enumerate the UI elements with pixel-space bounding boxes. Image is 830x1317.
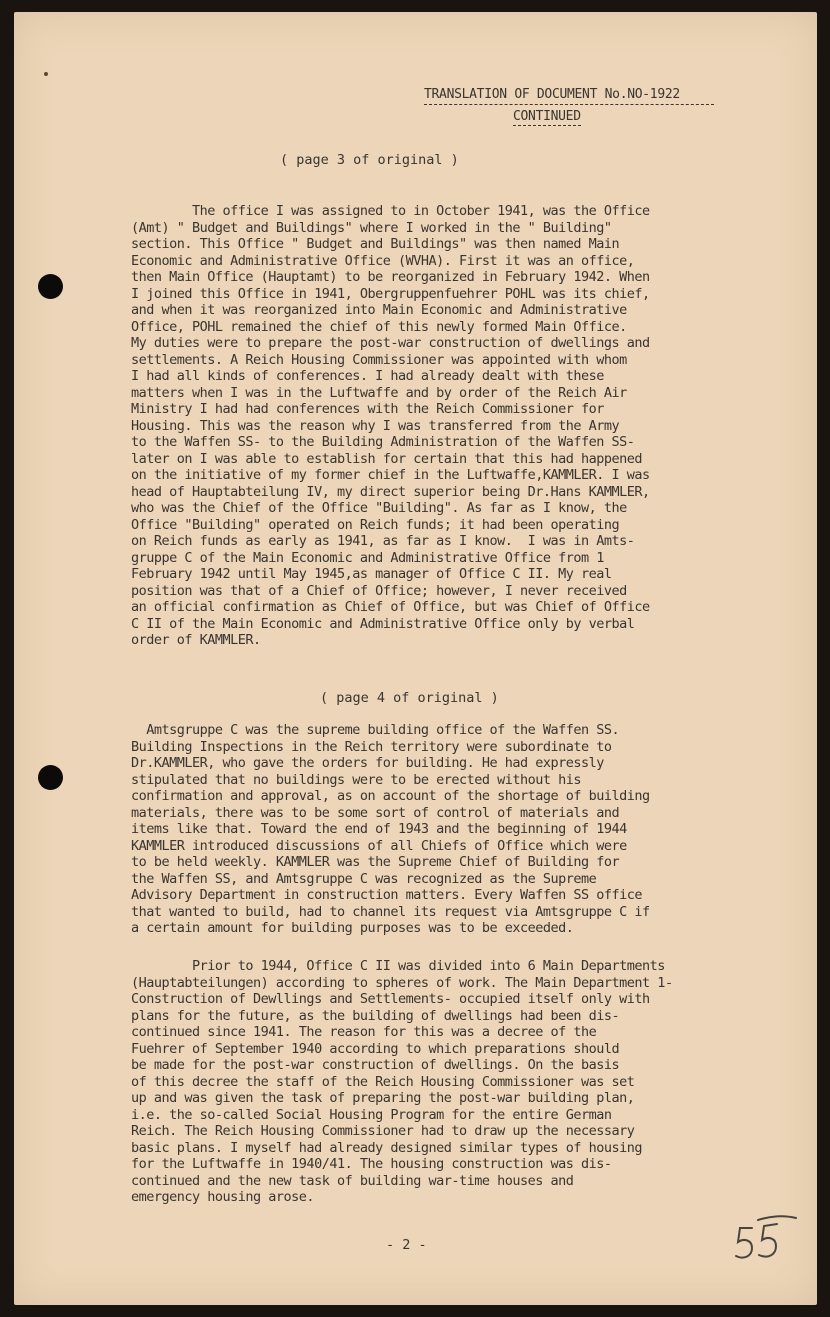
punch-hole-top — [38, 274, 63, 299]
handwritten-digit-2 — [759, 1224, 777, 1257]
handwritten-page-mark — [732, 1210, 802, 1270]
handwritten-digit-1 — [736, 1228, 752, 1258]
paragraph-1: The office I was assigned to in October 1941, was the Office (Amt) " Budget and Buildings" where I worked in the " Building" section. This Office " Budget and Buildings" was then named Main Economic and Administrative Office (WVHA). First it was an office, then Main Office (Hauptamt) to be reorganized in February 1942. When I joined this Office in 1941, Obergruppenfuehrer POHL was its chief, and when it was reorganized into Main Economic and Administrative Office, POHL remained the chief of this newly formed Main Office. My duties were to prepare the post-war construction of dwellings and settlements. A Reich Housing Commissioner was appointed with whom I had all kinds of conferences. I had already dealt with these matters when I was in the Luftwaffe and by order of the Reich Air Ministry I had had conferences with the Reich Commissioner for Housing. This was the reason why I was transferred from the Army to the Waffen SS- to the Building Administration of the Waffen SS- later on I was able to establish for certain that this had happened on the initiative of my former chief in the Luftwaffe,KAMMLER. I was head of Hauptabteilung IV, my direct superior being Dr.Hans KAMMLER, who was the Chief of the Office "Building". As far as I know, the Office "Building" operated on Reich funds; it had been operating on Reich funds as early as 1941, as far as I know. I was in Amts- gruppe C of the Main Economic and Administrative Office from 1 February 1942 until May 1945,as manager of Office C II. My real position was that of a Chief of Office; however, I never received an official confirmation as Chief of Office, but was Chief of Office C II of the Main Economic and Administrative Office only by verbal order of KAMMLER. — [131, 203, 650, 648]
header-continued: CONTINUED — [513, 109, 581, 124]
page-number: - 2 - — [386, 1237, 427, 1253]
paragraph-3: Prior to 1944, Office C II was divided into 6 Main Departments (Hauptabteilungen) according to spheres of work. The Main Department 1- Construction of Dewllings and Settlements- occupied itself only with plans for the future, as the building of dwellings had been dis- continued since 1941. The reason for this was a decree of the Fuehrer of September 1940 according to which preparations should be made for the post-war construction of dwellings. On the basis of this decree the staff of the Reich Housing Commissioner was set up and was given the task of preparing the post-war building plan, i.e. the so-called Social Housing Program for the entire German Reich. The Reich Housing Commissioner had to draw up the necessary basic plans. I myself had already designed similar types of housing for the Luftwaffe in 1940/41. The housing construction was dis- continued and the new task of building war-time houses and emergency housing arose. — [131, 958, 673, 1205]
document-header — [424, 86, 714, 126]
document-page — [14, 12, 817, 1305]
page-4-label: ( page 4 of original ) — [320, 690, 499, 706]
handwritten-stroke — [758, 1216, 796, 1220]
punch-hole-bottom — [38, 765, 63, 790]
paragraph-2: Amtsgruppe C was the supreme building office of the Waffen SS. Building Inspections in the Reich territory were subordinate to Dr.KAMMLER, who gave the orders for building. He had expressly stipulated that no buildings were to be erected without his confirmation and approval, as on account of the shortage of building materials, there was to be some sort of control of materials and items like that. Toward the end of 1943 and the beginning of 1944 KAMMLER introduced discussions of all Chiefs of Office which were to be held weekly. KAMMLER was the Supreme Chief of Building for the Waffen SS, and Amtsgruppe C was recognized as the Supreme Advisory Department in construction matters. Every Waffen SS office that wanted to build, had to channel its request via Amtsgruppe C if a certain amount for building purposes was to be exceeded. — [131, 722, 650, 936]
header-title: TRANSLATION OF DOCUMENT No.NO-1922 — [424, 86, 714, 105]
page-3-label: ( page 3 of original ) — [280, 152, 459, 168]
paper-speck — [44, 72, 48, 76]
